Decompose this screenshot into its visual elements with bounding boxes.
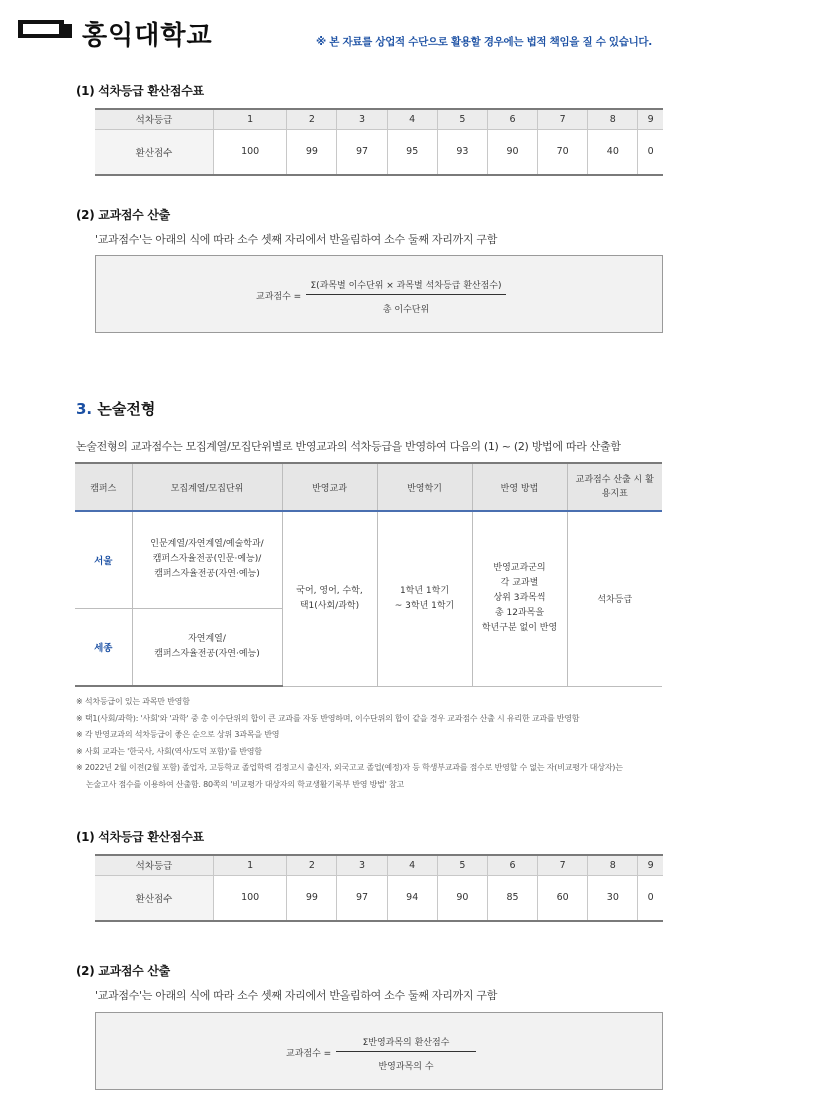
note-item: ※ 각 반영교과의 석차등급이 좋은 순으로 상위 3과목을 반영	[76, 730, 280, 739]
seoul-units	[132, 511, 282, 608]
section-number: 3.	[76, 400, 93, 418]
header-subjects: 반영교과	[282, 463, 377, 511]
formula-denominator: 총 이수단위	[382, 305, 430, 315]
grade-conversion-table-2	[95, 854, 663, 922]
method-line: 상위 3과목씩	[493, 593, 546, 604]
score-cell: 99	[287, 129, 337, 175]
grade-header: 4	[387, 109, 437, 129]
calc-description-1: '교과점수'는 아래의 식에 따라 소수 셋째 자리에서 반올림하여 소수 둘째 자리까지 구함	[95, 233, 498, 246]
formula-lhs: 교과점수 =	[256, 292, 302, 302]
header-unit: 모집계열/모집단위	[132, 463, 282, 511]
score-cell: 0	[638, 129, 663, 175]
unit-line: 자연계열/	[188, 633, 226, 644]
header-method: 반영 방법	[472, 463, 567, 511]
score-cell: 100	[214, 875, 287, 921]
grade-header: 1	[214, 855, 287, 875]
unit-line: 캠퍼스자율전공(자연·예능)	[154, 569, 260, 580]
page-header	[18, 12, 818, 51]
note-item: ※ 택1(사회/과학): '사회'와 '과학' 중 총 이수단위의 합이 큰 교과를 자동 반영하며, 이수단위의 합이 같을 경우 교과점수 산출 시 유리한 교과를 반영함	[76, 713, 580, 723]
grade-header: 3	[337, 109, 387, 129]
grade-header: 7	[538, 855, 588, 875]
essay-admission-table	[75, 462, 662, 687]
score-cell: 70	[538, 129, 588, 175]
calc-description-2: '교과점수'는 아래의 식에 따라 소수 셋째 자리에서 반올림하여 소수 둘째 자리까지 구함	[95, 989, 498, 1002]
notes-list	[76, 694, 676, 793]
semester-line: 1학년 1학기	[399, 585, 450, 596]
semester-line: ~ 3학년 1학기	[394, 600, 455, 611]
unit-line: 캠퍼스자율전공(자연·예능)	[154, 648, 260, 659]
sejong-units	[132, 608, 282, 686]
method-line: 각 교과별	[500, 578, 539, 589]
reflected-semesters	[377, 511, 472, 686]
method-line: 총 12과목을	[494, 608, 545, 619]
note-item: ※ 사회 교과는 '한국사, 사회(역사/도덕 포함)'를 반영함	[76, 746, 262, 756]
formula-numerator: Σ반영과목의 환산점수	[362, 1038, 450, 1048]
formula-box-1	[95, 255, 663, 333]
score-cell: 0	[638, 875, 663, 921]
grade-conversion-table-1	[95, 108, 663, 176]
score-cell: 40	[588, 129, 638, 175]
grade-header: 9	[638, 109, 663, 129]
score-cell: 97	[337, 875, 387, 921]
header-indicator: 교과점수 산출 시 활용지표	[567, 463, 662, 511]
section-name: 논술전형	[97, 400, 156, 418]
section-title	[76, 398, 155, 419]
grade-row-label: 석차등급	[95, 855, 214, 875]
grade-header: 2	[287, 855, 337, 875]
grade-table-title-2: (1) 석차등급 환산점수표	[76, 830, 204, 844]
grade-header: 8	[588, 109, 638, 129]
score-cell: 93	[437, 129, 487, 175]
header-campus: 캠퍼스	[75, 463, 132, 511]
score-cell: 94	[387, 875, 437, 921]
grade-header: 3	[337, 855, 387, 875]
grade-header: 1	[214, 109, 287, 129]
calc-title-1: (2) 교과점수 산출	[76, 208, 170, 222]
score-row-label: 환산점수	[95, 875, 214, 921]
formula-denominator: 반영과목의 수	[378, 1062, 434, 1072]
score-cell: 95	[387, 129, 437, 175]
grade-header: 5	[437, 109, 487, 129]
header-semesters: 반영학기	[377, 463, 472, 511]
formula-box-2	[95, 1012, 663, 1090]
grade-header: 6	[487, 855, 537, 875]
calc-title-2: (2) 교과점수 산출	[76, 964, 170, 978]
section-intro: 논술전형의 교과점수는 모집계열/모집단위별로 반영교과의 석차등급을 반영하여 다음의 (1) ~ (2) 방법에 따라 산출함	[76, 440, 621, 453]
grade-header: 4	[387, 855, 437, 875]
reflected-subjects	[282, 511, 377, 686]
campus-seoul: 서울	[75, 511, 132, 608]
fraction-bar	[336, 1051, 476, 1052]
grade-table-title-1: (1) 석차등급 환산점수표	[76, 84, 204, 98]
note-item: ※ 석차등급이 있는 과목만 반영함	[76, 697, 190, 706]
grade-header: 9	[638, 855, 663, 875]
score-cell: 30	[588, 875, 638, 921]
formula-lhs: 교과점수 =	[286, 1049, 332, 1059]
score-cell: 90	[437, 875, 487, 921]
score-cell: 99	[287, 875, 337, 921]
score-cell: 85	[487, 875, 537, 921]
subject-line: 택1(사회/과학)	[299, 600, 360, 611]
score-cell: 60	[538, 875, 588, 921]
campus-sejong: 세종	[75, 608, 132, 686]
score-indicator: 석차등급	[567, 511, 662, 686]
note-item: ※ 2022년 2월 이전(2월 포함) 졸업자, 고등학교 졸업학력 검정고시 출신자, 외국고교 졸업(예정)자 등 학생부교과를 점수로 반영할 수 없는 자(비교평가 대상자)는	[76, 763, 623, 772]
unit-line: 캠퍼스자율전공(인문·예능)/	[152, 554, 262, 565]
score-row-label: 환산점수	[95, 129, 214, 175]
reflection-method	[472, 511, 567, 686]
score-cell: 90	[487, 129, 537, 175]
score-cell: 97	[337, 129, 387, 175]
method-line: 반영교과군의	[493, 563, 546, 574]
note-item: 논술고사 점수를 이용하여 산출함. 80쪽의 '비교평가 대상자의 학교생활기록부 반영 방법' 참고	[86, 779, 405, 789]
grade-header: 8	[588, 855, 638, 875]
unit-line: 인문계열/자연계열/예술학과/	[150, 539, 264, 550]
hongik-logo-icon	[18, 20, 72, 38]
subject-line: 국어, 영어, 수학,	[296, 585, 363, 596]
grade-row-label: 석차등급	[95, 109, 214, 129]
grade-header: 5	[437, 855, 487, 875]
university-name: 홍익대학교	[82, 21, 213, 51]
grade-header: 7	[538, 109, 588, 129]
grade-header: 6	[487, 109, 537, 129]
method-line: 학년구분 없이 반영	[481, 623, 558, 634]
fraction-bar	[306, 294, 506, 295]
grade-header: 2	[287, 109, 337, 129]
copyright-notice: ※ 본 자료를 상업적 수단으로 활용할 경우에는 법적 책임을 질 수 있습니다.	[316, 36, 652, 48]
score-cell: 100	[214, 129, 287, 175]
formula-numerator: Σ(과목별 이수단위 × 과목별 석차등급 환산점수)	[310, 281, 502, 291]
